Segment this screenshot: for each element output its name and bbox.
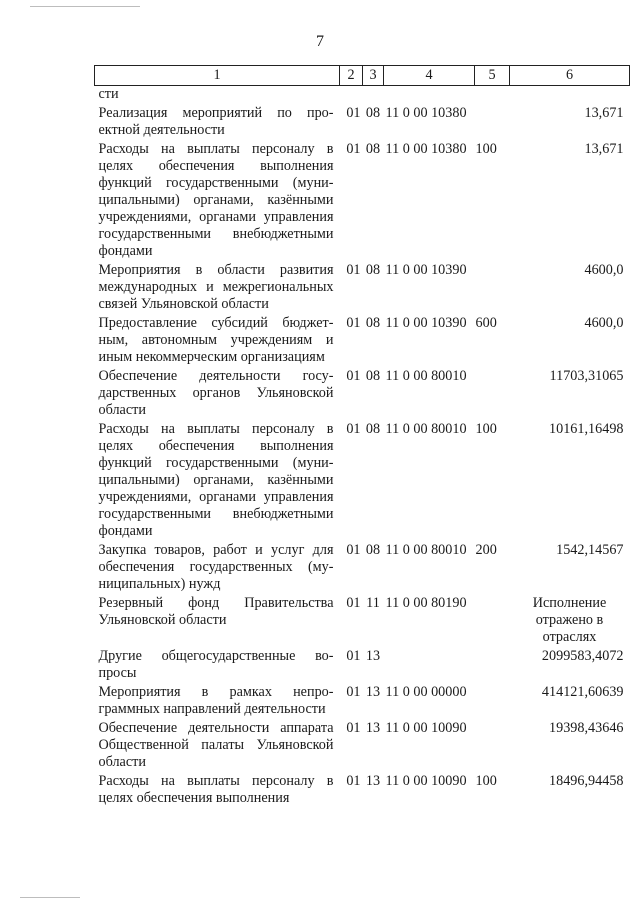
- subsection-code: 08: [365, 262, 381, 278]
- expense-type-code: [475, 366, 510, 419]
- table-row: [95, 718, 630, 771]
- table-row: [95, 260, 630, 313]
- expense-type-code: 600: [475, 315, 497, 331]
- row-description: Реализация мероприятий по проектной деятельности: [98, 105, 334, 138]
- amount: 10161,16498: [549, 421, 624, 437]
- target-article-code: 11 0 00 80010: [385, 368, 467, 384]
- expense-type-code: [475, 718, 510, 771]
- subsection-code: 13: [365, 773, 381, 789]
- target-article-code: [384, 646, 475, 682]
- table-row: [95, 103, 630, 139]
- table-row: [95, 419, 630, 540]
- table-row: [95, 313, 630, 366]
- subsection-code: [363, 86, 384, 104]
- amount: 2099583,4072: [541, 648, 624, 664]
- section-code: 01: [346, 684, 361, 700]
- section-code: 01: [346, 648, 361, 664]
- row-description: сти: [98, 86, 119, 102]
- amount: 18496,94458: [549, 773, 624, 789]
- target-article-code: 11 0 00 10090: [385, 773, 467, 789]
- expense-type-code: 100: [475, 773, 497, 789]
- expense-type-code: 100: [475, 421, 497, 437]
- expense-type-code: [475, 103, 510, 139]
- subsection-code: 08: [365, 315, 381, 331]
- row-description: Резервный фонд Правительства Ульяновской области: [98, 595, 334, 628]
- page-number: 7: [316, 33, 324, 50]
- expense-type-code: 100: [475, 141, 497, 157]
- column-header: 4: [384, 66, 475, 86]
- amount: 13,671: [584, 105, 624, 121]
- amount: 414121,60639: [541, 684, 624, 700]
- amount: Исполнение отражено в отраслях: [532, 595, 607, 645]
- expense-type-code: [475, 682, 510, 718]
- table-row: [95, 593, 630, 646]
- target-article-code: 11 0 00 80190: [385, 595, 467, 611]
- target-article-code: 11 0 00 10380: [385, 141, 467, 157]
- table-row: [95, 366, 630, 419]
- target-article-code: 11 0 00 80010: [385, 421, 467, 437]
- subsection-code: 11: [366, 595, 380, 611]
- target-article-code: 11 0 00 10390: [385, 315, 467, 331]
- subsection-code: 08: [365, 542, 381, 558]
- table-row: [95, 682, 630, 718]
- expense-type-code: [475, 646, 510, 682]
- expense-type-code: [475, 260, 510, 313]
- table-row: [95, 139, 630, 260]
- amount: 1542,14567: [556, 542, 624, 558]
- section-code: 01: [346, 105, 361, 121]
- section-code: 01: [346, 595, 361, 611]
- subsection-code: 13: [365, 720, 381, 736]
- column-header: 3: [363, 66, 384, 86]
- scan-artifact-bottom: [20, 897, 80, 898]
- amount: [510, 86, 630, 104]
- section-code: 01: [346, 368, 361, 384]
- amount: 4600,0: [584, 262, 624, 278]
- table-row: [95, 86, 630, 104]
- subsection-code: 13: [365, 648, 381, 664]
- row-description: Обеспечение деятельности государственных органов Ульяновской области: [98, 368, 334, 418]
- subsection-code: 08: [365, 421, 381, 437]
- subsection-code: 13: [365, 684, 381, 700]
- target-article-code: [384, 86, 475, 104]
- expense-type-code: [475, 86, 510, 104]
- amount: 11703,31065: [549, 368, 624, 384]
- column-header: 6: [510, 66, 630, 86]
- row-description: Мероприятия в области развития международных и межрегиональных связей Ульяновской области: [98, 262, 334, 312]
- section-code: 01: [346, 262, 361, 278]
- target-article-code: 11 0 00 00000: [385, 684, 467, 700]
- section-code: 01: [346, 315, 361, 331]
- row-description: Закупка товаров, работ и услуг для обеспечения государственных (муниципальных) нужд: [98, 542, 334, 592]
- table-header-row: [95, 66, 630, 86]
- row-description: Расходы на выплаты персоналу в целях обеспечения выполнения: [98, 773, 334, 806]
- subsection-code: 08: [365, 141, 381, 157]
- section-code: 01: [346, 720, 361, 736]
- subsection-code: 08: [365, 105, 381, 121]
- budget-table: [94, 65, 630, 807]
- amount: 4600,0: [584, 315, 624, 331]
- column-header: 1: [95, 66, 340, 86]
- row-description: Расходы на выплаты персоналу в целях обеспечения выполнения функций государственными (муниципальными) органами, казёнными учреждениями, органами управления государственными внебюджетными фондами: [98, 421, 334, 539]
- column-header: 2: [340, 66, 363, 86]
- amount: 13,671: [584, 141, 624, 157]
- target-article-code: 11 0 00 80010: [385, 542, 467, 558]
- section-code: [340, 86, 363, 104]
- column-header: 5: [475, 66, 510, 86]
- target-article-code: 11 0 00 10390: [385, 262, 467, 278]
- section-code: 01: [346, 421, 361, 437]
- row-description: Расходы на выплаты персоналу в целях обеспечения выполнения функций государственными (муниципальными) органами, казёнными учреждениями, органами управления государственными внебюджетными фондами: [98, 141, 334, 259]
- row-description: Предоставление субсидий бюджетным, автономным учреждениям и иным некоммерческим организациям: [98, 315, 334, 365]
- section-code: 01: [346, 542, 361, 558]
- subsection-code: 08: [365, 368, 381, 384]
- table-row: [95, 771, 630, 807]
- amount: 19398,43646: [549, 720, 624, 736]
- table-row: [95, 540, 630, 593]
- section-code: 01: [346, 141, 361, 157]
- scan-artifact-top: [30, 6, 140, 7]
- table-row: [95, 646, 630, 682]
- section-code: 01: [346, 773, 361, 789]
- expense-type-code: 200: [475, 542, 497, 558]
- expense-type-code: [475, 593, 510, 646]
- target-article-code: 11 0 00 10090: [385, 720, 467, 736]
- row-description: Мероприятия в рамках непрограммных направлений деятельности: [98, 684, 334, 717]
- row-description: Обеспечение деятельности аппарата Общественной палаты Ульяновской области: [98, 720, 334, 770]
- row-description: Другие общегосударственные вопросы: [98, 648, 334, 681]
- table-body: [95, 86, 630, 808]
- target-article-code: 11 0 00 10380: [385, 105, 467, 121]
